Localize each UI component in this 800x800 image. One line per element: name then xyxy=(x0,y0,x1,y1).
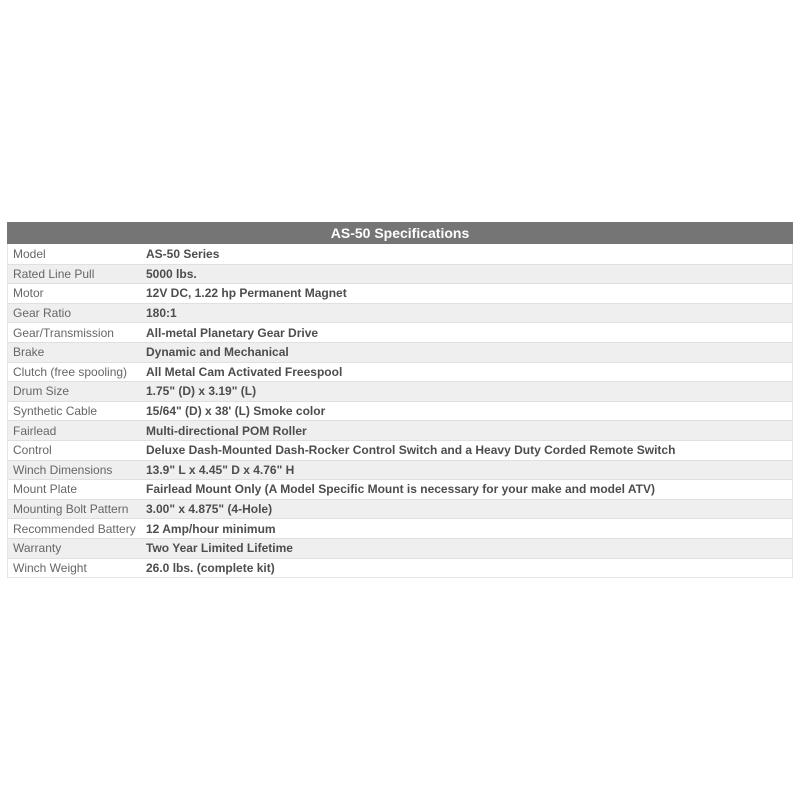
table-row xyxy=(8,538,792,558)
spec-label: Gear Ratio xyxy=(13,306,72,321)
table-row xyxy=(8,558,792,578)
table-row xyxy=(8,381,792,401)
spec-label: Synthetic Cable xyxy=(13,404,98,419)
spec-value: 13.9" L x 4.45" D x 4.76" H xyxy=(146,462,295,477)
spec-label: Warranty xyxy=(13,541,62,556)
spec-label: Rated Line Pull xyxy=(13,266,95,281)
table-title: AS-50 Specifications xyxy=(7,222,793,244)
spec-value: All-metal Planetary Gear Drive xyxy=(146,325,319,340)
spec-value: 12 Amp/hour minimum xyxy=(146,521,276,536)
spec-value: All Metal Cam Activated Freespool xyxy=(146,364,343,379)
spec-label: Gear/Transmission xyxy=(13,325,114,340)
spec-label: Fairlead xyxy=(13,423,57,438)
spec-value: Fairlead Mount Only (A Model Specific Mount is necessary for your make and model ATV) xyxy=(146,482,655,497)
spec-label: Recommended Battery xyxy=(13,521,136,536)
spec-label: Winch Weight xyxy=(13,560,87,575)
spec-label: Control xyxy=(13,443,52,458)
spec-value: 15/64" (D) x 38' (L) Smoke color xyxy=(146,404,326,419)
table-row xyxy=(8,264,792,284)
spec-value: 5000 lbs. xyxy=(146,266,197,281)
spec-value: 3.00" x 4.875" (4-Hole) xyxy=(146,502,273,517)
table-row xyxy=(8,303,792,323)
table-row xyxy=(8,518,792,538)
table-row xyxy=(8,322,792,342)
spec-label: Mounting Bolt Pattern xyxy=(13,502,129,517)
spec-value: 26.0 lbs. (complete kit) xyxy=(146,560,275,575)
spec-value: AS-50 Series xyxy=(146,246,220,261)
spec-label: Brake xyxy=(13,345,45,360)
spec-rows-container xyxy=(8,244,792,577)
spec-label: Winch Dimensions xyxy=(13,462,113,477)
table-row xyxy=(8,420,792,440)
spec-value: Deluxe Dash-Mounted Dash-Rocker Control Switch and a Heavy Duty Corded Remote Switch xyxy=(146,443,676,458)
table-row xyxy=(8,499,792,519)
spec-label: Clutch (free spooling) xyxy=(13,364,128,379)
specifications-table xyxy=(7,222,793,578)
table-row xyxy=(8,342,792,362)
spec-value: Dynamic and Mechanical xyxy=(146,345,289,360)
table-row xyxy=(8,401,792,421)
table-row xyxy=(8,479,792,499)
spec-label: Model xyxy=(13,246,46,261)
spec-value: 180:1 xyxy=(146,306,177,321)
spec-label: Drum Size xyxy=(13,384,70,399)
table-row xyxy=(8,460,792,480)
spec-value: Two Year Limited Lifetime xyxy=(146,541,293,556)
table-row xyxy=(8,244,792,264)
table-row xyxy=(8,283,792,303)
table-row xyxy=(8,440,792,460)
spec-value: 12V DC, 1.22 hp Permanent Magnet xyxy=(146,286,347,301)
spec-label: Mount Plate xyxy=(13,482,78,497)
spec-label: Motor xyxy=(13,286,44,301)
spec-value: 1.75" (D) x 3.19" (L) xyxy=(146,384,257,399)
spec-value: Multi-directional POM Roller xyxy=(146,423,307,438)
table-row xyxy=(8,362,792,382)
